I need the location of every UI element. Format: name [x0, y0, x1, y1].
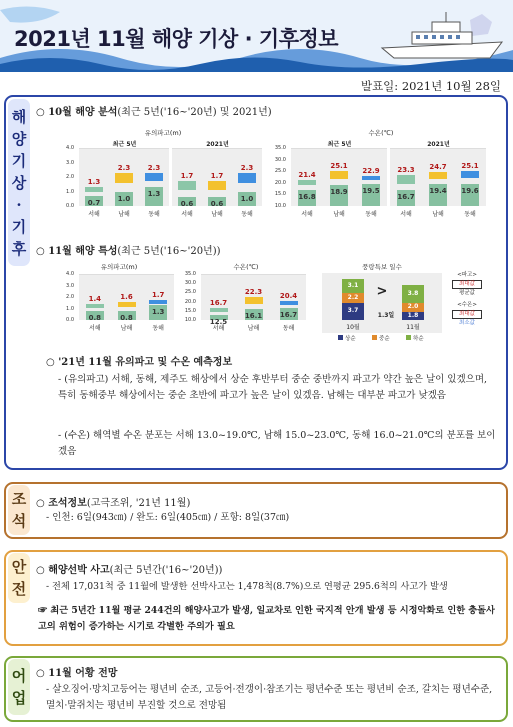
legend-swatch [372, 335, 377, 340]
high-bar [208, 181, 226, 190]
legend-item [372, 334, 390, 342]
legend-temp-label: <수온> [457, 302, 477, 308]
weather-char: · [16, 195, 22, 214]
legend-label: 중순 [379, 336, 390, 342]
stack-value: 2.0 [407, 303, 419, 311]
x-label: 동해 [241, 211, 253, 218]
x-label: 동해 [148, 211, 160, 218]
high-value: 25.1 [461, 161, 479, 170]
legend-item [338, 334, 356, 342]
legend-swatch [406, 335, 411, 340]
forecast-wave-text: - (유의파고) 서해, 동해, 제주도 해상에서 상순 후반부터 중순 중반까지 파고가 약간 높은 날이 있겠으며, 특히 동해중부 해상에서는 중순 초반에 파고가 높은 날이 있겠음. 남해는 대부분 파고가 낮겠음 [58, 374, 488, 401]
legend-wave-label: <파고> [457, 272, 477, 278]
weather-char: 기 [11, 217, 27, 236]
high-bar [330, 171, 348, 179]
chart-title: 수온(℃) [233, 263, 259, 271]
compare-sign: > [376, 284, 388, 299]
page-title: 2021년 11월 해양 기상 · 기후정보 [14, 27, 339, 51]
high-value: 25.1 [330, 161, 348, 170]
weather-tab [8, 99, 30, 266]
safety-heading: ○ 해양선박 사고(최근 5년간('16~'20년)) [36, 565, 223, 576]
x-label: 서해 [301, 211, 313, 218]
fishing-heading: ○ 11월 어황 전망 [36, 668, 118, 679]
oct-temp-chart [272, 128, 490, 232]
low-value: 16.7 [397, 193, 415, 202]
weather-char: 기 [11, 151, 27, 170]
low-value: 16.7 [279, 310, 298, 319]
high-value: 23.3 [397, 166, 415, 175]
legend-temp-max: 최대값 [452, 310, 482, 319]
high-value: 20.4 [279, 291, 298, 300]
high-value: 21.4 [298, 170, 316, 179]
low-value: 0.7 [87, 198, 101, 207]
weather-char: 상 [11, 173, 27, 192]
group-label: 최근 5년 [327, 141, 352, 148]
low-value: 16.1 [244, 311, 263, 320]
low-value: 0.8 [120, 313, 133, 322]
ship-icon [372, 12, 512, 62]
high-value: 1.7 [180, 172, 194, 181]
low-value: 16.8 [298, 193, 316, 202]
chart-title: 수온(℃) [368, 129, 394, 137]
oct-heading: ○ 10월 해양 분석(최근 5년('16~'20년) 및 2021년) [36, 107, 272, 118]
legend-label: 하순 [413, 336, 424, 342]
high-bar [145, 173, 163, 181]
high-bar [178, 181, 196, 190]
legend-wave-avg: 평균값 [459, 290, 475, 296]
fishing-tab [8, 659, 30, 715]
tide-char: 석 [11, 512, 27, 530]
legend-swatch [338, 335, 343, 340]
x-label: 남해 [120, 325, 133, 332]
header-banner [0, 0, 513, 72]
nov-warning-chart [318, 262, 446, 342]
y-tick-label: 25.0 [184, 289, 196, 296]
safety-tab [8, 553, 30, 603]
low-value: 1.3 [151, 308, 165, 317]
y-tick-label: 0.0 [66, 317, 74, 323]
tide-tab [8, 485, 30, 535]
fishing-char: 어 [11, 667, 27, 685]
y-tick-label: 2.0 [66, 294, 74, 300]
oct-wave-chart [60, 128, 266, 232]
low-value: 12.5 [209, 318, 228, 327]
legend-label: 상순 [345, 336, 356, 342]
y-tick-label: 0.0 [66, 203, 74, 209]
stack-value: 3.1 [347, 281, 359, 289]
y-tick-label: 4.0 [66, 271, 74, 277]
high-bar [245, 297, 263, 303]
x-label: 동해 [282, 325, 295, 332]
y-tick-label: 3.0 [66, 159, 74, 166]
high-bar [210, 308, 228, 312]
y-tick-label: 10.0 [184, 317, 196, 323]
y-tick-label: 30.0 [184, 280, 196, 287]
high-value: 24.7 [429, 162, 447, 171]
high-value: 16.7 [209, 298, 228, 307]
weather-char: 해 [11, 107, 27, 126]
chart-title: 유의파고(m) [144, 129, 182, 137]
high-bar [149, 300, 167, 304]
stack-value: 3.8 [407, 289, 419, 297]
low-value: 1.0 [240, 194, 254, 203]
difference-label: 1.3일 [377, 312, 395, 319]
y-tick-label: 2.0 [66, 174, 74, 180]
stack-value: 1.8 [407, 311, 419, 319]
chart-title: 풍랑특보 일수 [362, 263, 402, 271]
high-bar [238, 173, 256, 183]
y-tick-label: 20.0 [274, 179, 286, 186]
low-value: 0.6 [180, 200, 194, 209]
x-label: 남해 [118, 211, 130, 218]
safety-line2: ☞ 최근 5년간 11월 평균 244건의 해양사고가 발생, 일교차로 인한 국지적 안개 발생 등 시정악화로 인한 충돌사고의 위험이 증가하는 시기로 각별한 주의가 필요 [38, 605, 495, 632]
low-value: 0.8 [88, 313, 102, 322]
high-value: 2.3 [240, 163, 254, 172]
high-value: 2.3 [117, 163, 131, 172]
y-tick-label: 10.0 [274, 203, 286, 209]
high-value: 1.4 [88, 294, 102, 303]
fishing-text: - 살오징어·망치고등어는 평년비 순조, 고등어·전갱이·참조기는 평년수준 또는 평년비 순조, 갈치는 평년수준, 멸치·말쥐치는 평년비 부진할 것으로 전망됨 [46, 684, 493, 711]
legend-item [406, 334, 424, 342]
safety-char: 전 [11, 580, 27, 598]
low-value: 1.0 [117, 194, 131, 203]
x-label: 서해 [181, 211, 193, 218]
high-value: 22.9 [362, 167, 380, 176]
low-value: 19.6 [461, 186, 479, 195]
x-label: 서해 [89, 325, 101, 332]
tide-char: 조 [11, 490, 27, 508]
low-value: 0.6 [210, 200, 224, 209]
high-bar [397, 175, 415, 183]
high-value: 1.7 [210, 172, 224, 181]
issue-date: 발표일: 2021년 10월 28일 [360, 79, 501, 93]
tide-heading: ○ 조석정보(고극조위, '21년 11월) [36, 498, 191, 509]
stack-value: 3.7 [347, 307, 359, 315]
group-label: 2021년 [427, 141, 450, 148]
high-bar [362, 176, 380, 180]
y-tick-label: 4.0 [66, 145, 74, 151]
y-tick-label: 30.0 [274, 156, 286, 163]
fishing-char: 업 [11, 689, 27, 707]
x-label: 남해 [247, 325, 260, 332]
high-bar [280, 301, 298, 305]
low-value: 19.4 [429, 187, 447, 196]
forecast-temp-text: - (수온) 해역별 수온 분포는 서해 13.0~19.0℃, 남해 15.0~23.0℃, 동해 16.0~21.0℃의 분포를 보이겠음 [58, 430, 496, 457]
high-value: 1.3 [87, 178, 101, 187]
x-label: 서해 [400, 211, 412, 218]
y-tick-label: 3.0 [66, 282, 74, 289]
stack-value: 2.2 [347, 293, 359, 301]
low-value: 19.5 [362, 186, 380, 195]
low-value: 18.9 [330, 188, 348, 197]
x-label: 서해 [88, 211, 100, 218]
y-tick-label: 15.0 [184, 307, 196, 314]
y-tick-label: 35.0 [274, 145, 286, 151]
side-legend [450, 272, 484, 327]
high-value: 1.6 [120, 292, 133, 301]
legend-temp-min: 최소값 [459, 320, 475, 326]
high-value: 1.7 [151, 291, 165, 300]
high-bar [86, 304, 104, 308]
nov-wave-chart [60, 262, 178, 336]
forecast-heading: ○ '21년 11월 유의파고 및 수온 예측정보 [46, 357, 233, 368]
group-label: 최근 5년 [112, 141, 137, 148]
low-value: 1.3 [147, 190, 161, 199]
high-bar [115, 173, 133, 183]
safety-char: 안 [11, 558, 27, 576]
nov-temp-chart [182, 262, 310, 336]
high-bar [85, 187, 103, 192]
plot-area [322, 273, 442, 333]
x-label: 서해 [212, 325, 225, 332]
x-label: 남해 [211, 211, 223, 218]
x-label: 11월 [406, 324, 420, 331]
x-label: 남해 [333, 211, 345, 218]
y-tick-label: 25.0 [274, 168, 286, 175]
high-bar [118, 302, 136, 307]
x-label: 동해 [464, 211, 476, 218]
high-bar [461, 171, 479, 178]
y-tick-label: 15.0 [274, 191, 286, 198]
high-value: 2.3 [147, 163, 161, 172]
y-tick-label: 20.0 [184, 298, 196, 305]
high-bar [429, 172, 447, 179]
group-label: 2021년 [206, 141, 229, 148]
weather-char: 양 [11, 129, 27, 148]
x-label: 동해 [365, 211, 377, 218]
tide-text: - 인천: 6일(943㎝) / 완도: 6일(405㎝) / 포항: 8일(37㎝) [46, 512, 290, 523]
y-tick-label: 35.0 [184, 271, 196, 277]
high-value: 22.3 [244, 288, 263, 297]
x-label: 동해 [152, 325, 164, 332]
x-label: 남해 [432, 211, 444, 218]
y-tick-label: 1.0 [66, 305, 74, 312]
chart-title: 유의파고(m) [100, 263, 138, 271]
high-bar [298, 180, 316, 186]
weather-char: 후 [11, 239, 27, 258]
safety-line1: - 전체 17,031척 중 11월에 발생한 선박사고는 1,478척(8.7%)으로 연평균 295.6척의 사고가 발생 [46, 581, 448, 592]
y-tick-label: 1.0 [66, 188, 74, 195]
legend-wave-max: 최대값 [452, 280, 482, 289]
x-label: 10월 [346, 324, 360, 331]
nov-heading: ○ 11월 해양 특성(최근 5년('16~'20년)) [36, 246, 221, 257]
